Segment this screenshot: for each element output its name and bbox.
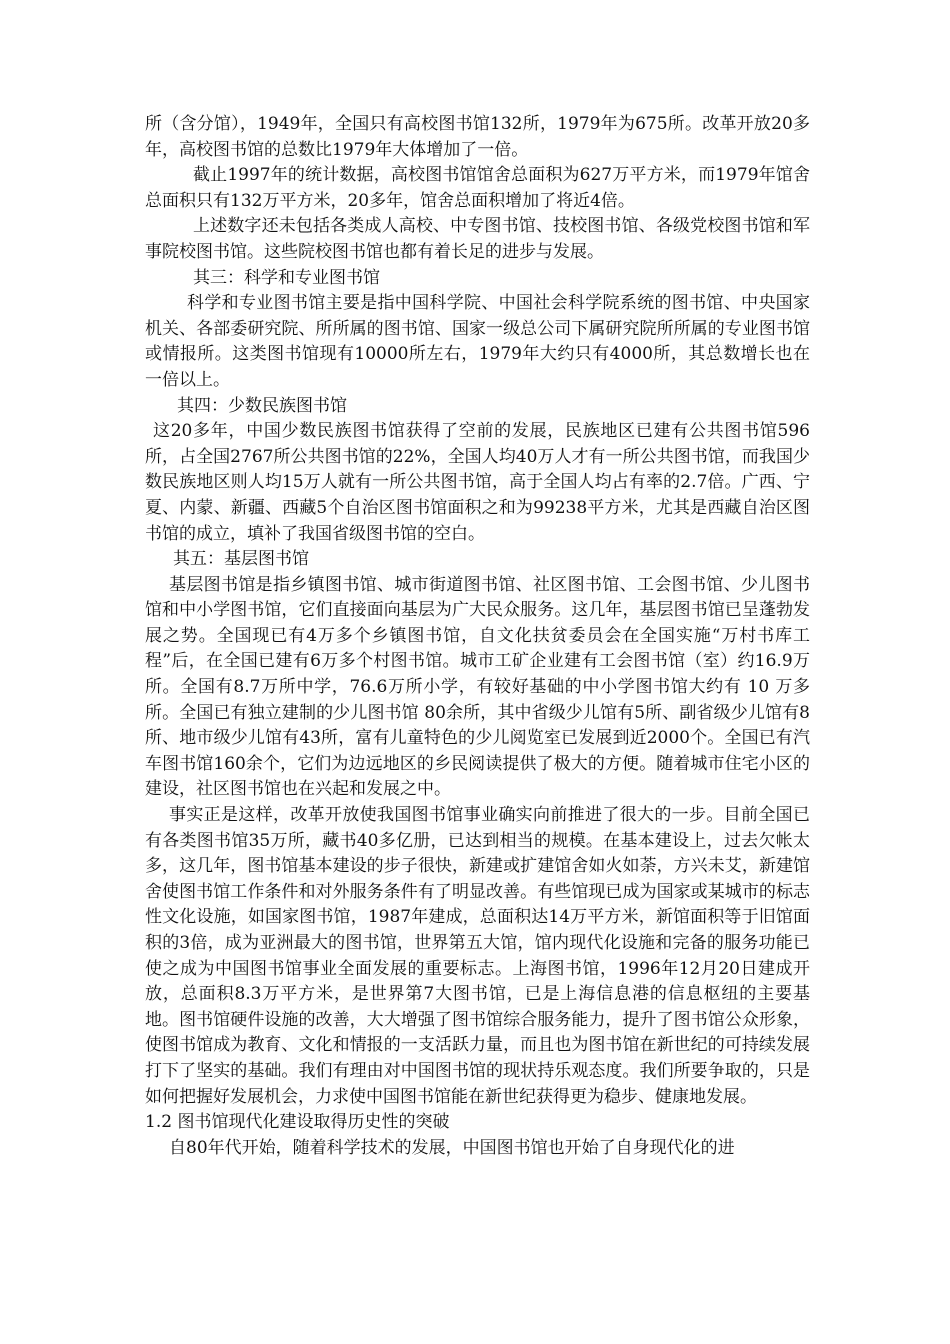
section-heading-minority-libraries: 其四：少数民族图书馆 — [177, 395, 347, 416]
paragraph-floor-area: 截止1997年的统计数据，高校图书馆馆舍总面积为627万平方米，而1979年馆舍总面积只有132万平方米，20多年，馆舍总面积增加了将近4倍。 — [145, 165, 810, 211]
section-heading-grassroots-libraries: 其五：基层图书馆 — [173, 549, 309, 570]
paragraph-modernization-start: 自80年代开始，随着科学技术的发展，中国图书馆也开始了自身现代化的进 — [169, 1137, 735, 1158]
paragraph-minority-libraries: 这20多年，中国少数民族图书馆获得了空前的发展，民族地区已建有公共图书馆596所，占全国2767所公共图书馆的22%，全国人均40万人才有一所公共图书馆，而我国少数民族地区则人均15万人就有一所公共图书馆，高于全国人均占有率的2.7倍。广西、宁夏、内蒙、新疆、西藏5个自治区图书馆面积之和为99238平方米，尤其是西藏自治区图书馆的成立，填补了我国省级图书馆的空白。 — [145, 421, 810, 544]
document-page — [145, 112, 810, 1161]
paragraph-science-libraries: 科学和专业图书馆主要是指中国科学院、中国社会科学院系统的图书馆、中央国家机关、各部委研究院、所所属的图书馆、国家一级总公司下属研究院所所属的专业图书馆或情报所。这类图书馆现有10000所左右，1979年大约只有4000所，其总数增长也在一倍以上。 — [145, 293, 810, 390]
paragraph-grassroots-libraries: 基层图书馆是指乡镇图书馆、城市街道图书馆、社区图书馆、工会图书馆、少儿图书馆和中小学图书馆，它们直接面向基层为广大民众服务。这几年，基层图书馆已呈蓬勃发展之势。全国现已有4万多个乡镇图书馆，自文化扶贫委员会在全国实施“万村书库工程”后，在全国已建有6万多个村图书馆。城市工矿企业建有工会图书馆（室）约16.9万所。全国有8.7万所中学，76.6万所小学，有较好基础的中小学图书馆大约有 10 万多所。全国已有独立建制的少儿图书馆 80余所，其中省级少儿馆有5所、副省级少儿馆有8所、地市级少儿馆有43所，富有儿童特色的少儿阅览室已发展到近2000个。全国已有汽车图书馆160余个，它们为边远地区的乡民阅读提供了极大的方便。随着城市住宅小区的建设，社区图书馆也在兴起和发展之中。 — [145, 574, 810, 800]
paragraph-university-libraries: 所（含分馆），1949年，全国只有高校图书馆132所，1979年为675所。改革开放20多年，高校图书馆的总数比1979年大体增加了一倍。 — [145, 114, 810, 160]
paragraph-reform-progress: 事实正是这样，改革开放使我国图书馆事业确实向前推进了很大的一步。目前全国已有各类图书馆35万所，藏书40多亿册，已达到相当的规模。在基本建设上，过去欠帐太多，这几年，图书馆基本建设的步子很快，新建或扩建馆舍如火如荼，方兴未艾，新建馆舍使图书馆工作条件和对外服务条件有了明显改善。有些馆现已成为国家或某城市的标志性文化设施，如国家图书馆，1987年建成，总面积达14万平方米，新馆面积等于旧馆面积的3倍，成为亚洲最大的图书馆，世界第五大馆，馆内现代化设施和完备的服务功能已使之成为中国图书馆事业全面发展的重要标志。上海图书馆，1996年12月20日建成开放，总面积8.3万平方米，是世界第7大图书馆，已是上海信息港的信息枢纽的主要基地。图书馆硬件设施的改善，大大增强了图书馆综合服务能力，提升了图书馆公众形象，使图书馆成为教育、文化和情报的一支活跃力量，而且也为图书馆在新世纪的可持续发展打下了坚实的基础。我们有理由对中国图书馆的现状持乐观态度。我们所要争取的，只是如何把握好发展机会，力求使中国图书馆能在新世纪获得更为稳步、健康地发展。 — [145, 805, 810, 1107]
paragraph-other-college-libraries: 上述数字还未包括各类成人高校、中专图书馆、技校图书馆、各级党校图书馆和军事院校图书馆。这些院校图书馆也都有着长足的进步与发展。 — [145, 216, 810, 262]
section-heading-science-libraries: 其三：科学和专业图书馆 — [193, 267, 380, 288]
section-heading-1-2: 1.2 图书馆现代化建设取得历史性的突破 — [145, 1112, 450, 1133]
